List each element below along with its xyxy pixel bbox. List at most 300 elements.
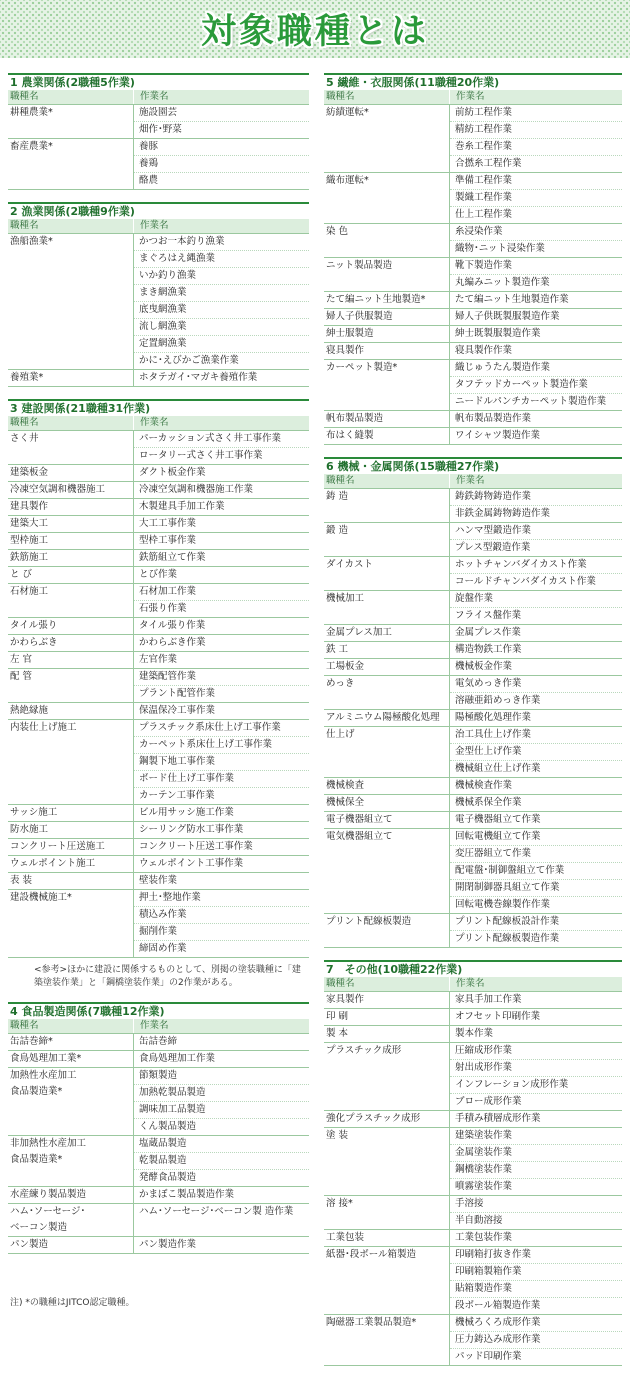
work-item: ダクト板金作業 (139, 467, 206, 478)
job-row (8, 1051, 309, 1068)
job-row (324, 1196, 622, 1230)
work-item: 石材加工作業 (134, 584, 309, 601)
job-row (324, 1230, 622, 1247)
work-item: 治工具仕上げ作業 (450, 727, 622, 744)
work-item: 金属塗装作業 (450, 1145, 622, 1162)
job-row (324, 992, 622, 1009)
header-job-name: 職種名 (326, 91, 355, 102)
work-item: 噴霧塗装作業 (455, 1181, 513, 1192)
job-name: 紳士服製造 (326, 328, 374, 339)
job-row (8, 652, 309, 669)
work-item: カーテン工事作業 (139, 790, 215, 801)
header-work-name: 作業名 (449, 474, 622, 488)
job-row (324, 1111, 622, 1128)
work-item: 構造物鉄工作業 (455, 644, 522, 655)
job-row (8, 1237, 309, 1254)
work-item: タイル張り作業 (139, 620, 206, 631)
work-item: 型枠工事作業 (139, 535, 197, 546)
job-name: パン製造 (10, 1239, 49, 1250)
work-item: ハム･ソーセージ･ベーコン製 造作業 (139, 1206, 294, 1217)
work-item: かに･えびかご漁業作業 (139, 355, 239, 366)
category-title: 7 その他(10職種22作業) (324, 960, 622, 977)
work-list (449, 1111, 622, 1127)
header-job-name: 職種名 (10, 91, 39, 102)
work-list (133, 669, 309, 702)
job-name: 熱絶縁施 (10, 705, 49, 716)
work-item: 酪農 (139, 175, 159, 186)
work-list (449, 591, 622, 624)
work-list (133, 533, 309, 549)
work-item: 大工工事作業 (139, 518, 197, 529)
work-item: 機械検査作業 (455, 780, 513, 791)
work-list (133, 567, 309, 583)
work-item: 手積み積層成形作業 (455, 1113, 541, 1124)
work-item: プラスチック系床仕上げ工事作業 (134, 720, 309, 737)
table-header (8, 90, 309, 105)
job-row (324, 659, 622, 676)
work-list (133, 839, 309, 855)
job-row (8, 856, 309, 873)
work-item: 製本作業 (455, 1028, 494, 1039)
work-list (449, 1043, 622, 1110)
job-row (324, 489, 622, 523)
header-work-name: 作業名 (449, 90, 622, 104)
work-item: パン製造作業 (139, 1239, 197, 1250)
work-list (449, 812, 622, 828)
work-item: コンクリート圧送工事作業 (139, 841, 253, 852)
work-item: いか釣り漁業 (134, 268, 309, 285)
work-list (449, 625, 622, 641)
work-list (133, 105, 309, 138)
job-name: プラスチック成形 (326, 1045, 402, 1056)
job-row (324, 343, 622, 360)
work-item: 寝具製作作業 (455, 345, 513, 356)
table-header (8, 416, 309, 431)
job-row (324, 428, 622, 445)
work-item: 機械系保全作業 (455, 797, 522, 808)
category-section (8, 399, 309, 990)
work-list (133, 431, 309, 464)
job-name: 塗 装 (326, 1130, 349, 1141)
job-name: 鉄筋施工 (10, 552, 49, 563)
job-row (324, 642, 622, 659)
work-item: 養鶏 (134, 156, 309, 173)
work-item: 旋盤作業 (450, 591, 622, 608)
job-name: タイル張り (10, 620, 58, 631)
work-item: 陽極酸化処理作業 (455, 712, 532, 723)
work-item: カーペット系床仕上げ工事作業 (134, 737, 309, 754)
job-row (8, 805, 309, 822)
work-item: 仕上工程作業 (455, 209, 513, 220)
work-item: まき網漁業 (134, 285, 309, 302)
job-row (324, 258, 622, 292)
work-item: 流し網漁業 (134, 319, 309, 336)
work-item: 鋼橋塗装作業 (450, 1162, 622, 1179)
work-item: 冷凍空気調和機器施工作業 (139, 484, 254, 495)
work-item: プレス型鍛造作業 (455, 542, 531, 553)
job-row (324, 710, 622, 727)
category-section (8, 1002, 309, 1254)
work-list (449, 710, 622, 726)
work-item: ウェルポイント工事作業 (139, 858, 244, 869)
work-item: 調味加工品製造 (134, 1102, 309, 1119)
work-item: 建築塗装作業 (450, 1128, 622, 1145)
category-title: 1 農業関係(2職種5作業) (8, 73, 309, 90)
work-list (133, 139, 309, 189)
work-item: かまぼこ製品製造作業 (139, 1189, 235, 1200)
footnote: 注) *の職種はJITCO認定職種。 (10, 1298, 135, 1308)
work-item: 底曳網漁業 (134, 302, 309, 319)
table-header (8, 1019, 309, 1034)
header-job-name: 職種名 (10, 417, 39, 428)
job-row (324, 411, 622, 428)
job-name: カーペット製造* (326, 362, 398, 373)
work-item: インフレーション成形作業 (450, 1077, 622, 1094)
work-item: 食鳥処理加工作業 (139, 1053, 216, 1064)
job-row (324, 326, 622, 343)
job-row (324, 309, 622, 326)
job-row (324, 523, 622, 557)
job-name: 石材施工 (10, 586, 49, 597)
category-title: 2 漁業関係(2職種9作業) (8, 202, 309, 219)
job-name: 機械保全 (326, 797, 365, 808)
work-list (133, 234, 309, 369)
job-name: 非加熱性水産加工 食品製造業* (10, 1138, 87, 1165)
job-name: 内装仕上げ施工 (10, 722, 77, 733)
job-name: 建築板金 (10, 467, 49, 478)
job-name: 紙器･段ボール箱製造 (326, 1249, 417, 1260)
work-list (133, 873, 309, 889)
work-item: 電子機器組立て作業 (455, 814, 541, 825)
work-list (449, 676, 622, 709)
work-list (133, 584, 309, 617)
reference-note: <参考>ほかに建設に関係するものとして、別掲の塗装職種に「建築塗装作業」と「鋼橋塗装作業」の2作業がある。 (34, 965, 301, 988)
work-list (133, 1136, 309, 1186)
job-name: 表 装 (10, 875, 33, 886)
work-item: 積込み作業 (134, 907, 309, 924)
work-item: 巻糸工程作業 (450, 139, 622, 156)
work-item: 工業包装作業 (455, 1232, 513, 1243)
job-name: 染 色 (326, 226, 349, 237)
work-list (133, 465, 309, 481)
work-list (449, 659, 622, 675)
job-name: 鍛 造 (326, 525, 349, 536)
job-name: ウェルポイント施工 (10, 858, 96, 869)
job-row (8, 234, 309, 370)
work-item: 畑作･野菜 (139, 124, 182, 135)
job-name: 陶磁器工業製品製造* (326, 1317, 417, 1328)
work-item: 掘削作業 (134, 924, 309, 941)
job-row (324, 360, 622, 411)
job-row (324, 1128, 622, 1196)
job-name: 型枠施工 (10, 535, 49, 546)
work-item: 貼箱製造作業 (450, 1281, 622, 1298)
work-list (449, 914, 622, 947)
job-row (8, 703, 309, 720)
work-list (449, 1009, 622, 1025)
job-row (8, 669, 309, 703)
job-name: 溶 接* (326, 1198, 353, 1209)
category-title: 4 食品製造関係(7職種12作業) (8, 1002, 309, 1019)
job-name: さく井 (10, 433, 39, 444)
work-item: パーカッション式さく井工事作業 (134, 431, 309, 448)
work-list (449, 173, 622, 223)
job-name: 仕上げ (326, 729, 355, 740)
work-item: 定置網漁業 (134, 336, 309, 353)
work-item: 開閉制御器具組立て作業 (450, 880, 622, 897)
work-list (133, 516, 309, 532)
work-item: 半自動溶接 (455, 1215, 503, 1226)
job-name: 水産練り製品製造 (10, 1189, 87, 1200)
work-item: まぐろはえ縄漁業 (134, 251, 309, 268)
job-name: プリント配線板製造 (326, 916, 412, 927)
job-name: 畜産農業* (10, 141, 53, 152)
work-item: 精紡工程作業 (450, 122, 622, 139)
job-row (8, 465, 309, 482)
job-name: 印 刷 (326, 1011, 349, 1022)
work-item: オフセット印刷作業 (455, 1011, 541, 1022)
work-list (133, 1068, 309, 1135)
job-name: 帆布製品製造 (326, 413, 384, 424)
job-name: 食鳥処理加工業* (10, 1053, 82, 1064)
work-item: 射出成形作業 (450, 1060, 622, 1077)
work-item: くん製品製造 (139, 1121, 197, 1132)
job-row (8, 550, 309, 567)
job-row (8, 482, 309, 499)
category-title: 6 機械・金属関係(15職種27作業) (324, 457, 622, 474)
work-item: ホットチャンバダイカスト作業 (450, 557, 622, 574)
header-job-name: 職種名 (10, 1020, 39, 1031)
job-name: と び (10, 569, 33, 580)
work-item: かわらぶき作業 (139, 637, 206, 648)
job-name: 左 官 (10, 654, 33, 665)
job-name: 寝具製作 (326, 345, 365, 356)
job-row (324, 1247, 622, 1315)
work-list (133, 652, 309, 668)
work-list (133, 370, 309, 386)
category-title: 5 繊維・衣服関係(11職種20作業) (324, 73, 622, 90)
work-item: 回転電機巻線製作作業 (455, 899, 551, 910)
work-item: 締固め作業 (139, 943, 187, 954)
job-name: 電子機器組立て (326, 814, 393, 825)
category-section (324, 960, 622, 1366)
job-name: 鉄 工 (326, 644, 349, 655)
job-name: 機械検査 (326, 780, 365, 791)
table-header (324, 977, 622, 992)
header-job-name: 職種名 (10, 220, 39, 231)
work-item: ビル用サッシ施工作業 (139, 807, 234, 818)
work-list (449, 258, 622, 291)
work-item: 配電盤･制御盤組立て作業 (450, 863, 622, 880)
job-name: 家具製作 (326, 994, 365, 1005)
job-name: 工業包装 (326, 1232, 365, 1243)
work-item: 製織工程作業 (450, 190, 622, 207)
job-row (324, 812, 622, 829)
work-item: 発酵食品製造 (139, 1172, 197, 1183)
job-row (324, 778, 622, 795)
job-row (324, 676, 622, 710)
job-row (8, 839, 309, 856)
work-list (449, 292, 622, 308)
job-name: 製 本 (326, 1028, 349, 1039)
work-item: 印刷箱製箱作業 (450, 1264, 622, 1281)
work-item: 準備工程作業 (450, 173, 622, 190)
job-row (324, 1009, 622, 1026)
work-item: 織物･ニット浸染作業 (455, 243, 545, 254)
work-list (133, 1051, 309, 1067)
work-item: コールドチャンバダイカスト作業 (455, 576, 596, 587)
job-row (8, 584, 309, 618)
header-work-name: 作業名 (449, 977, 622, 991)
job-name: 紡績運転* (326, 107, 369, 118)
work-item: 帆布製品製造作業 (455, 413, 532, 424)
work-list (133, 822, 309, 838)
job-name: サッシ施工 (10, 807, 58, 818)
job-name: 金属プレス加工 (326, 627, 392, 638)
work-item: 壁装作業 (139, 875, 178, 886)
work-list (133, 805, 309, 821)
work-list (449, 557, 622, 590)
job-row (324, 105, 622, 173)
job-name: ダイカスト (326, 559, 374, 570)
work-list (449, 992, 622, 1008)
category-title: 3 建設関係(21職種31作業) (8, 399, 309, 416)
job-name: コンクリート圧送施工 (10, 841, 105, 852)
work-item: 鋳鉄鋳物鋳造作業 (450, 489, 622, 506)
job-name: 強化プラスチック成形 (326, 1113, 421, 1124)
job-row (8, 431, 309, 465)
work-item: 前紡工程作業 (450, 105, 622, 122)
category-section (324, 73, 622, 445)
job-row (8, 1034, 309, 1051)
work-list (133, 550, 309, 566)
job-row (324, 557, 622, 591)
job-row (324, 292, 622, 309)
work-item: ロータリー式さく井工事作業 (139, 450, 263, 461)
work-list (449, 1247, 622, 1314)
job-row (8, 370, 309, 387)
work-item: 木製建具手加工作業 (139, 501, 225, 512)
work-item: 金属プレス作業 (455, 627, 521, 638)
job-name: たて編ニット生地製造* (326, 294, 426, 305)
work-list (449, 523, 622, 556)
header-work-name: 作業名 (133, 416, 309, 430)
header-job-name: 職種名 (326, 978, 355, 989)
job-row (324, 1026, 622, 1043)
work-item: 非鉄金属鋳物鋳造作業 (455, 508, 551, 519)
work-list (449, 727, 622, 777)
work-list (449, 1230, 622, 1246)
work-item: 回転電機組立て作業 (450, 829, 622, 846)
work-list (133, 618, 309, 634)
job-row (324, 625, 622, 642)
job-row (8, 516, 309, 533)
header-work-name: 作業名 (133, 219, 309, 233)
work-list (449, 326, 622, 342)
work-item: 合撚糸工程作業 (455, 158, 522, 169)
work-item: ハンマ型鍛造作業 (450, 523, 622, 540)
work-item: かつお一本釣り漁業 (134, 234, 309, 251)
work-item: ワイシャツ製造作業 (455, 430, 541, 441)
work-item: 機械板金作業 (455, 661, 513, 672)
job-row (324, 173, 622, 224)
work-list (449, 1196, 622, 1229)
job-row (8, 720, 309, 805)
work-item: 養豚 (134, 139, 309, 156)
job-name: 缶詰巻締* (10, 1036, 53, 1047)
work-item: 保温保冷工事作業 (139, 705, 216, 716)
job-row (8, 618, 309, 635)
job-name: 配 管 (10, 671, 33, 682)
job-row (324, 914, 622, 948)
work-list (449, 795, 622, 811)
work-item: 左官作業 (139, 654, 178, 665)
work-item: 鉄筋組立て作業 (139, 552, 206, 563)
work-list (133, 1237, 309, 1253)
work-item: 石張り作業 (139, 603, 187, 614)
table-header (324, 474, 622, 489)
work-item: 紳士既製服製造作業 (455, 328, 541, 339)
job-name: 建具製作 (10, 501, 49, 512)
work-list (133, 1187, 309, 1203)
job-row (324, 795, 622, 812)
job-row (8, 1204, 309, 1237)
work-list (133, 635, 309, 651)
work-item: たて編ニット生地製造作業 (455, 294, 569, 305)
work-item: 靴下製造作業 (450, 258, 622, 275)
job-row (8, 1068, 309, 1136)
work-item: 手溶接 (450, 1196, 622, 1213)
work-list (449, 428, 622, 444)
job-name: 機械加工 (326, 593, 365, 604)
work-item: 織じゅうたん製造作業 (450, 360, 622, 377)
work-list (133, 720, 309, 804)
job-name: 冷凍空気調和機器施工 (10, 484, 106, 495)
work-list (449, 343, 622, 359)
job-row (8, 1136, 309, 1187)
left-column (8, 73, 309, 1266)
work-list (449, 224, 622, 257)
work-list (133, 1034, 309, 1050)
work-item: 加熱乾製品製造 (134, 1085, 309, 1102)
job-name: 織布運転* (326, 175, 369, 186)
work-item: 糸浸染作業 (450, 224, 622, 241)
work-item: 缶詰巻締 (139, 1036, 178, 1047)
job-row (324, 224, 622, 258)
work-item: プリント配線板製造作業 (455, 933, 560, 944)
category-section (8, 73, 309, 190)
work-item: ホタテガイ･マガキ養殖作業 (139, 372, 258, 383)
job-name: アルミニウム陽極酸化処理 (326, 712, 440, 723)
work-item: ボード仕上げ工事作業 (134, 771, 309, 788)
job-row (324, 591, 622, 625)
work-list (449, 309, 622, 325)
job-name: ハム･ソーセージ･ ベーコン製造 (10, 1206, 86, 1233)
work-list (449, 642, 622, 658)
job-name: 防水施工 (10, 824, 49, 835)
work-item: 電気めっき作業 (450, 676, 622, 693)
right-column (324, 73, 622, 1378)
work-item: 家具手加工作業 (455, 994, 522, 1005)
work-item: 乾製品製造 (134, 1153, 309, 1170)
header-work-name: 作業名 (133, 1019, 309, 1033)
work-item: 圧縮成形作業 (450, 1043, 622, 1060)
job-row (8, 1187, 309, 1204)
job-row (324, 829, 622, 914)
work-list (133, 499, 309, 515)
job-name: かわらぶき (10, 637, 58, 648)
job-name: 加熱性水産加工 食品製造業* (10, 1070, 77, 1097)
